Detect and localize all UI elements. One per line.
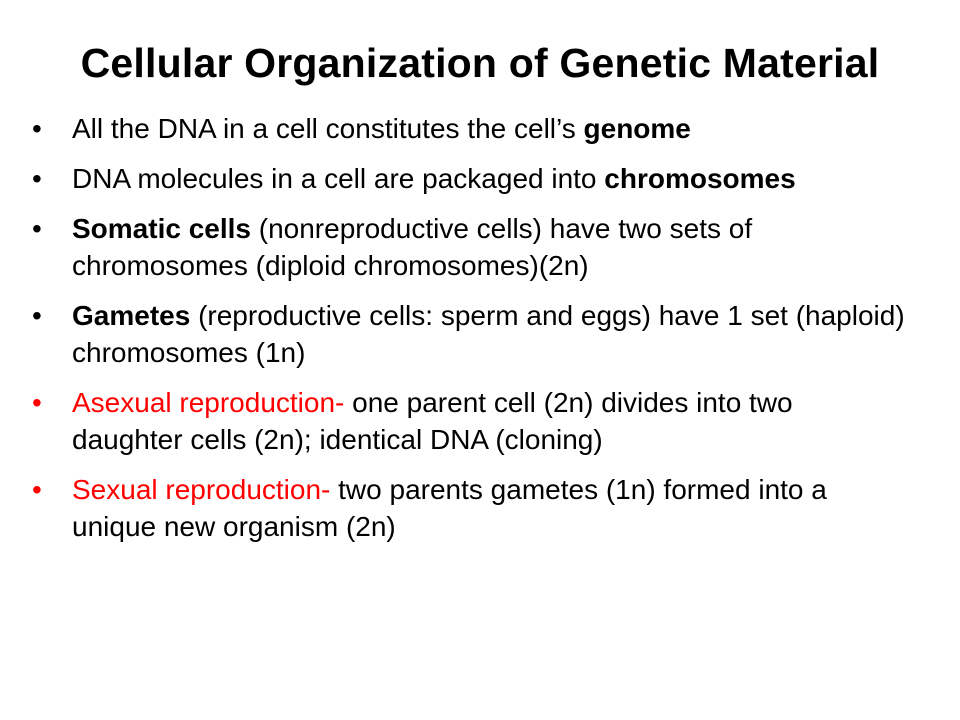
bullet-text-segment: (nonreproductive cells) have two sets of chromosomes (diploid chromosomes)(2n) [72,213,753,281]
bullet-list [28,110,908,558]
bullet-item [28,160,908,197]
bullet-marker: • [32,387,42,418]
bullet-item [28,110,908,147]
bullet-text [72,113,691,144]
bullet-text-bold: Somatic cells [72,213,251,244]
bullet-marker: • [32,300,42,331]
bullet-text-segment: one parent cell (2n) divides into two daughter cells (2n); identical DNA (cloning) [72,387,793,455]
bullet-text-segment: DNA molecules in a cell are packaged into [72,163,605,194]
bullet-item [28,210,908,284]
bullet-item [28,297,908,371]
bullet-text-bold: Gametes [72,300,191,331]
bullet-text [72,300,905,368]
bullet-text [72,213,752,281]
bullet-text [72,163,796,194]
bullet-marker: • [32,113,42,144]
bullet-marker: • [32,474,42,505]
slide-title: Cellular Organization of Genetic Material [80,40,880,86]
bullet-text-segment: (reproductive cells: sperm and eggs) have 1 set (haploid) chromosomes (1n) [72,300,905,368]
bullet-text [72,387,793,455]
bullet-text [72,474,827,542]
bullet-text-segment: Sexual reproduction- [72,474,331,505]
bullet-text-segment: two parents gametes (1n) formed into a unique new organism (2n) [72,474,827,542]
bullet-text-segment: All the DNA in a cell constitutes the cell’s [72,113,584,144]
bullet-item [28,384,908,458]
bullet-text-bold: genome [583,113,691,144]
bullet-marker: • [32,163,42,194]
bullet-text-bold: chromosomes [604,163,796,194]
bullet-marker: • [32,213,42,244]
bullet-text-segment: Asexual reproduction- [72,387,345,418]
bullet-item [28,471,908,545]
